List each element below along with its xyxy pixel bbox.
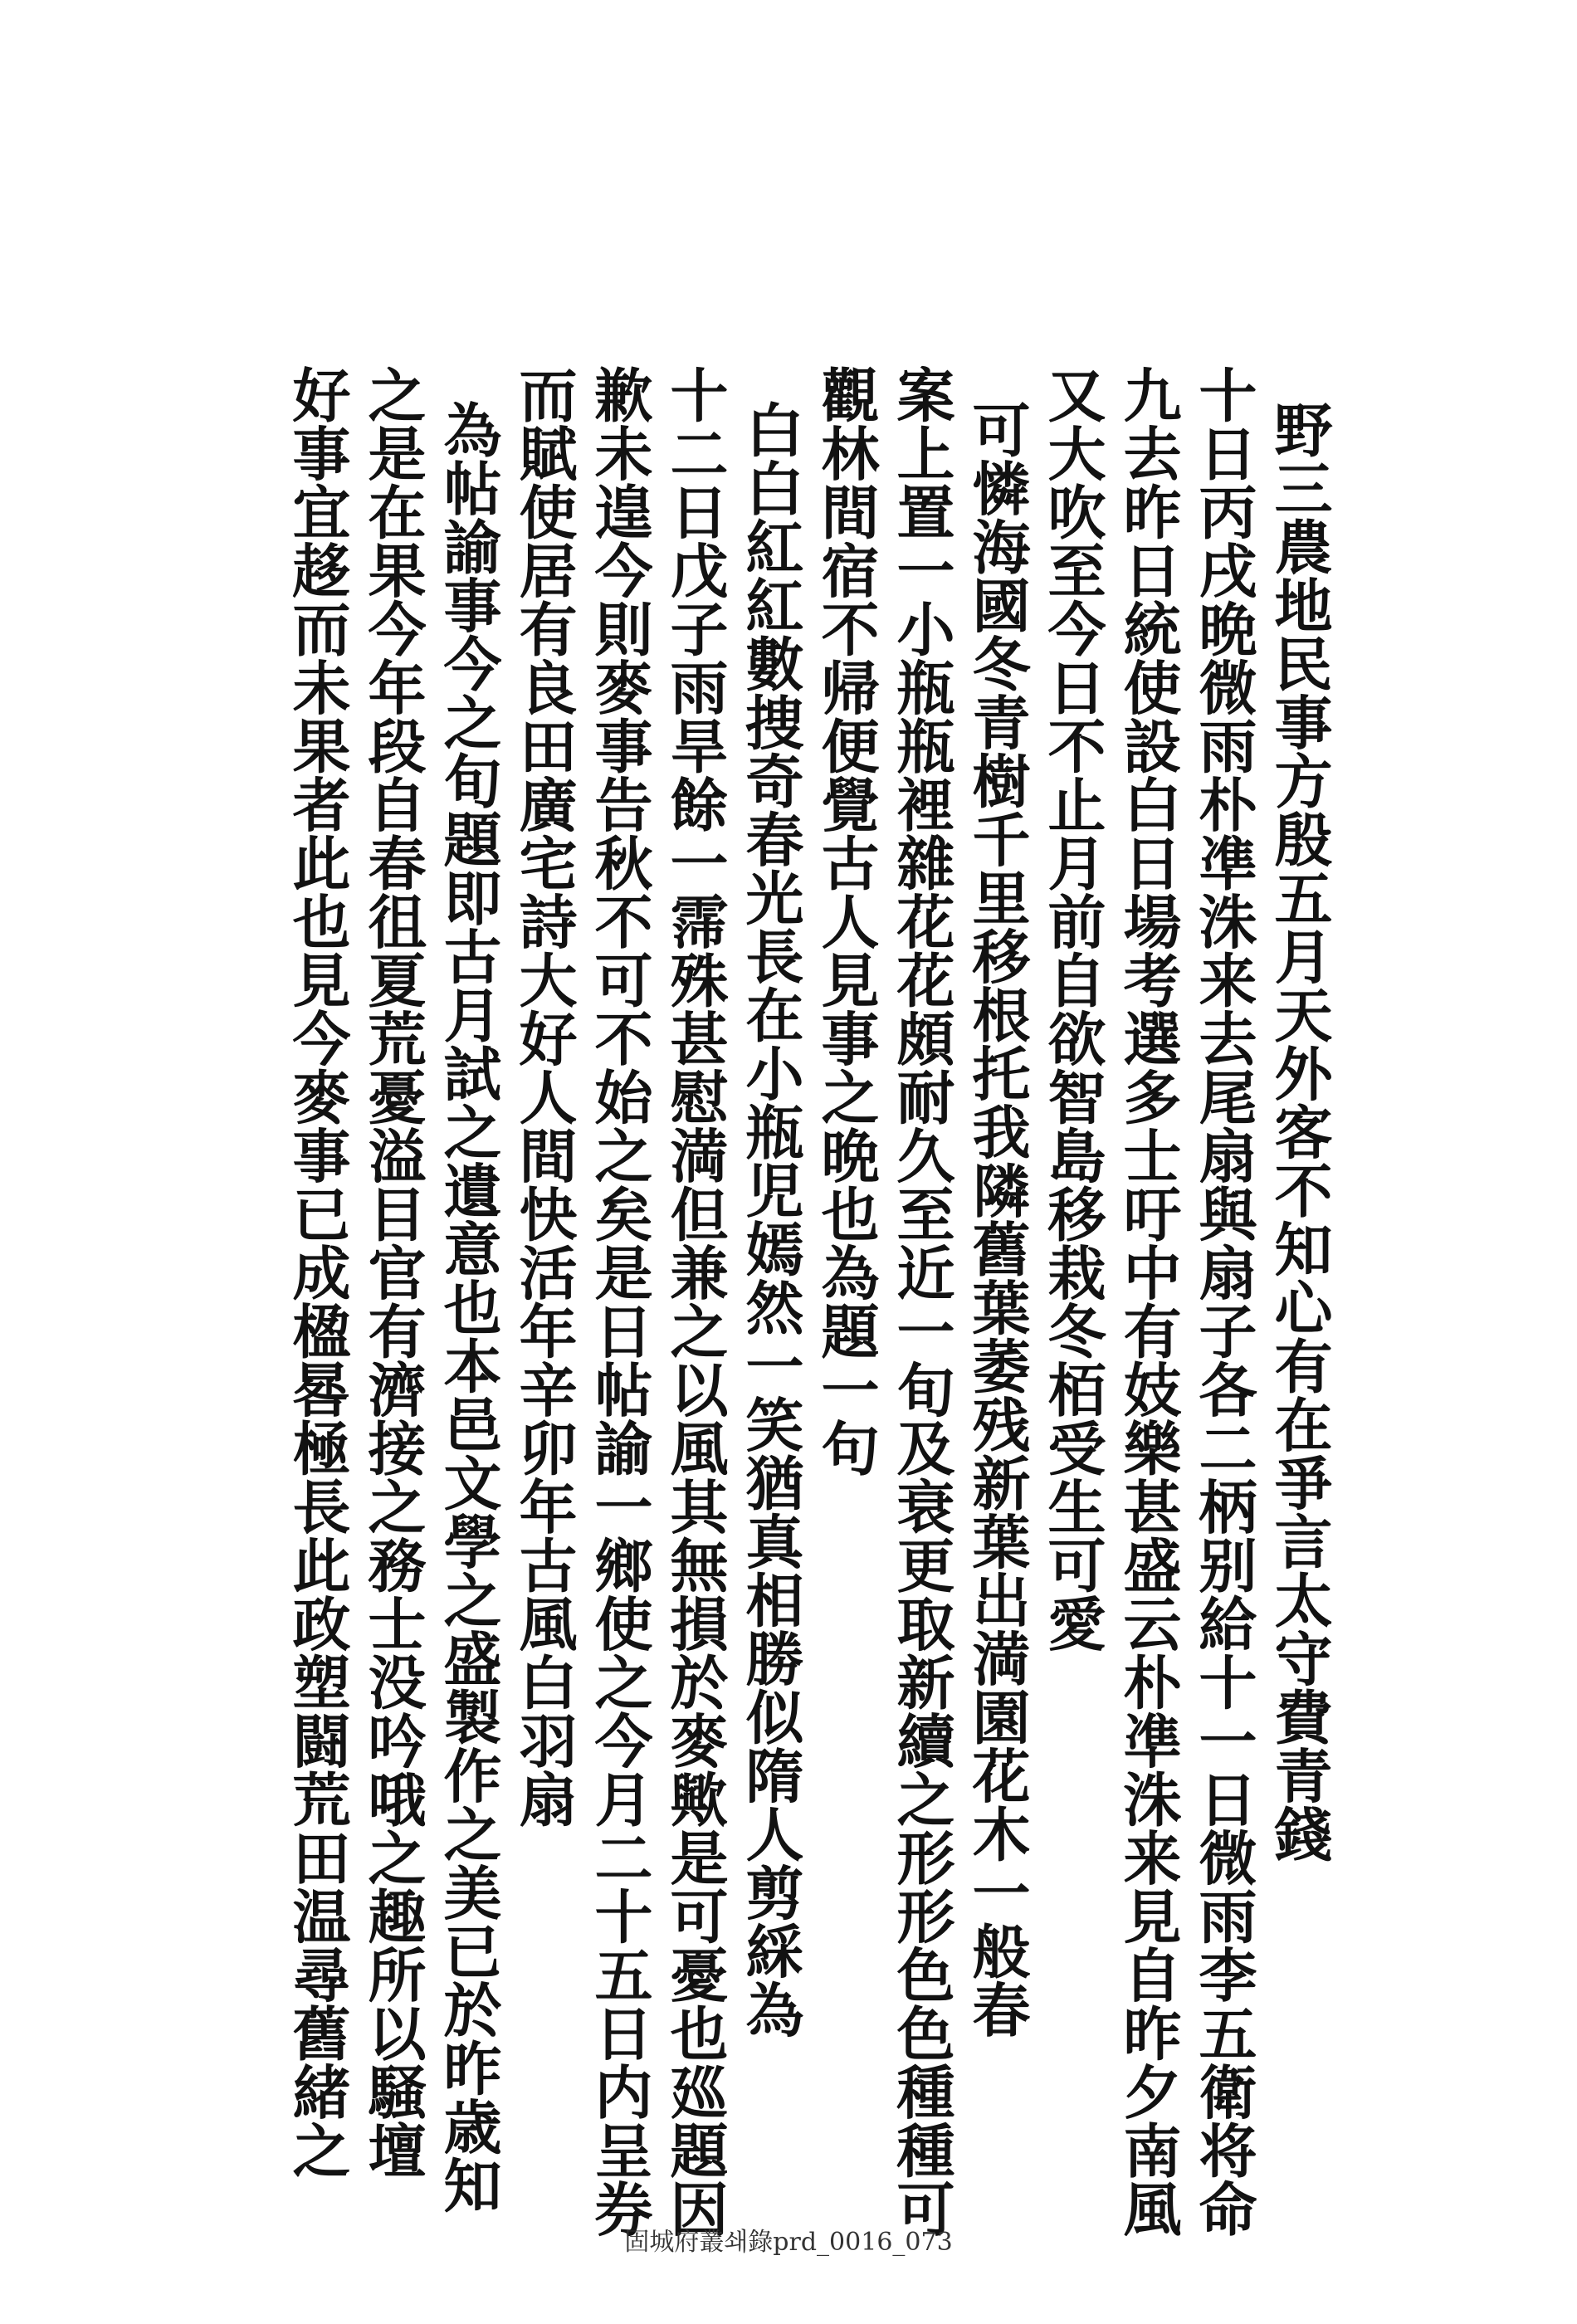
text-column: 十日丙戌晩微雨朴凖洙来去尾扇與扇子各二柄别給十一日微雨李五衛将命 — [1189, 365, 1258, 2238]
text-column: 歉未遑今則麥事告秋不可不始之矣是日帖諭一鄉使之今月二十五日内呈券 — [585, 365, 654, 2238]
text-column: 而賦使居有良田廣宅詩大好人間快活年辛卯年古風白羽扇 — [510, 365, 579, 1828]
page-footer-label: 固城府叢쇄錄prd_0016_073 — [624, 2228, 953, 2257]
text-column: 十二日戊子雨旱餘一霈殊甚慰満但兼之以風其無損於麥歟是可憂也廵題因 — [661, 365, 730, 2238]
text-column: 白白紅紅數捜奇春光長在小瓶児嫣然一笑猶真相勝似隋人剪綵為 — [736, 400, 805, 2038]
text-column: 又大吹至今日不止月前自欲智島移栽冬栢受生可愛 — [1038, 365, 1107, 1653]
text-column: 之是在果今年段自春徂夏荒憂溢目官有濟接之務士没吟哦之趣所以騒壇 — [359, 365, 427, 2180]
text-column: 觀林間宿不帰便覺古人見事之晩也為題一句 — [812, 365, 881, 1477]
text-column: 野三農地民事方殷五月天外客不知心有在爭言太守費青錢 — [1265, 400, 1334, 1863]
text-column: 可憐海國冬青樹千里移根托我隣舊葉萎残新葉出満園花木一般春 — [963, 400, 1032, 2038]
text-column: 為帖諭事今之旬題即古月試之遺意也本邑文學之盛製作之美已於昨歳知 — [434, 400, 503, 2214]
text-column: 九去昨日統使設白日場考選多士吁中有妓樂甚盛云朴凖洙来見自昨夕南風 — [1114, 365, 1183, 2238]
vertical-text-area — [283, 365, 1334, 2238]
text-column: 案上置一小瓶瓶裡雜花花頗耐久至近一旬及衰更取新續之形形色色種種可 — [887, 365, 956, 2238]
text-column: 好事宜趍而未果者此也見今麥事已成楹晷極長此政塑闘荒田温尋舊緒之 — [283, 365, 352, 2180]
